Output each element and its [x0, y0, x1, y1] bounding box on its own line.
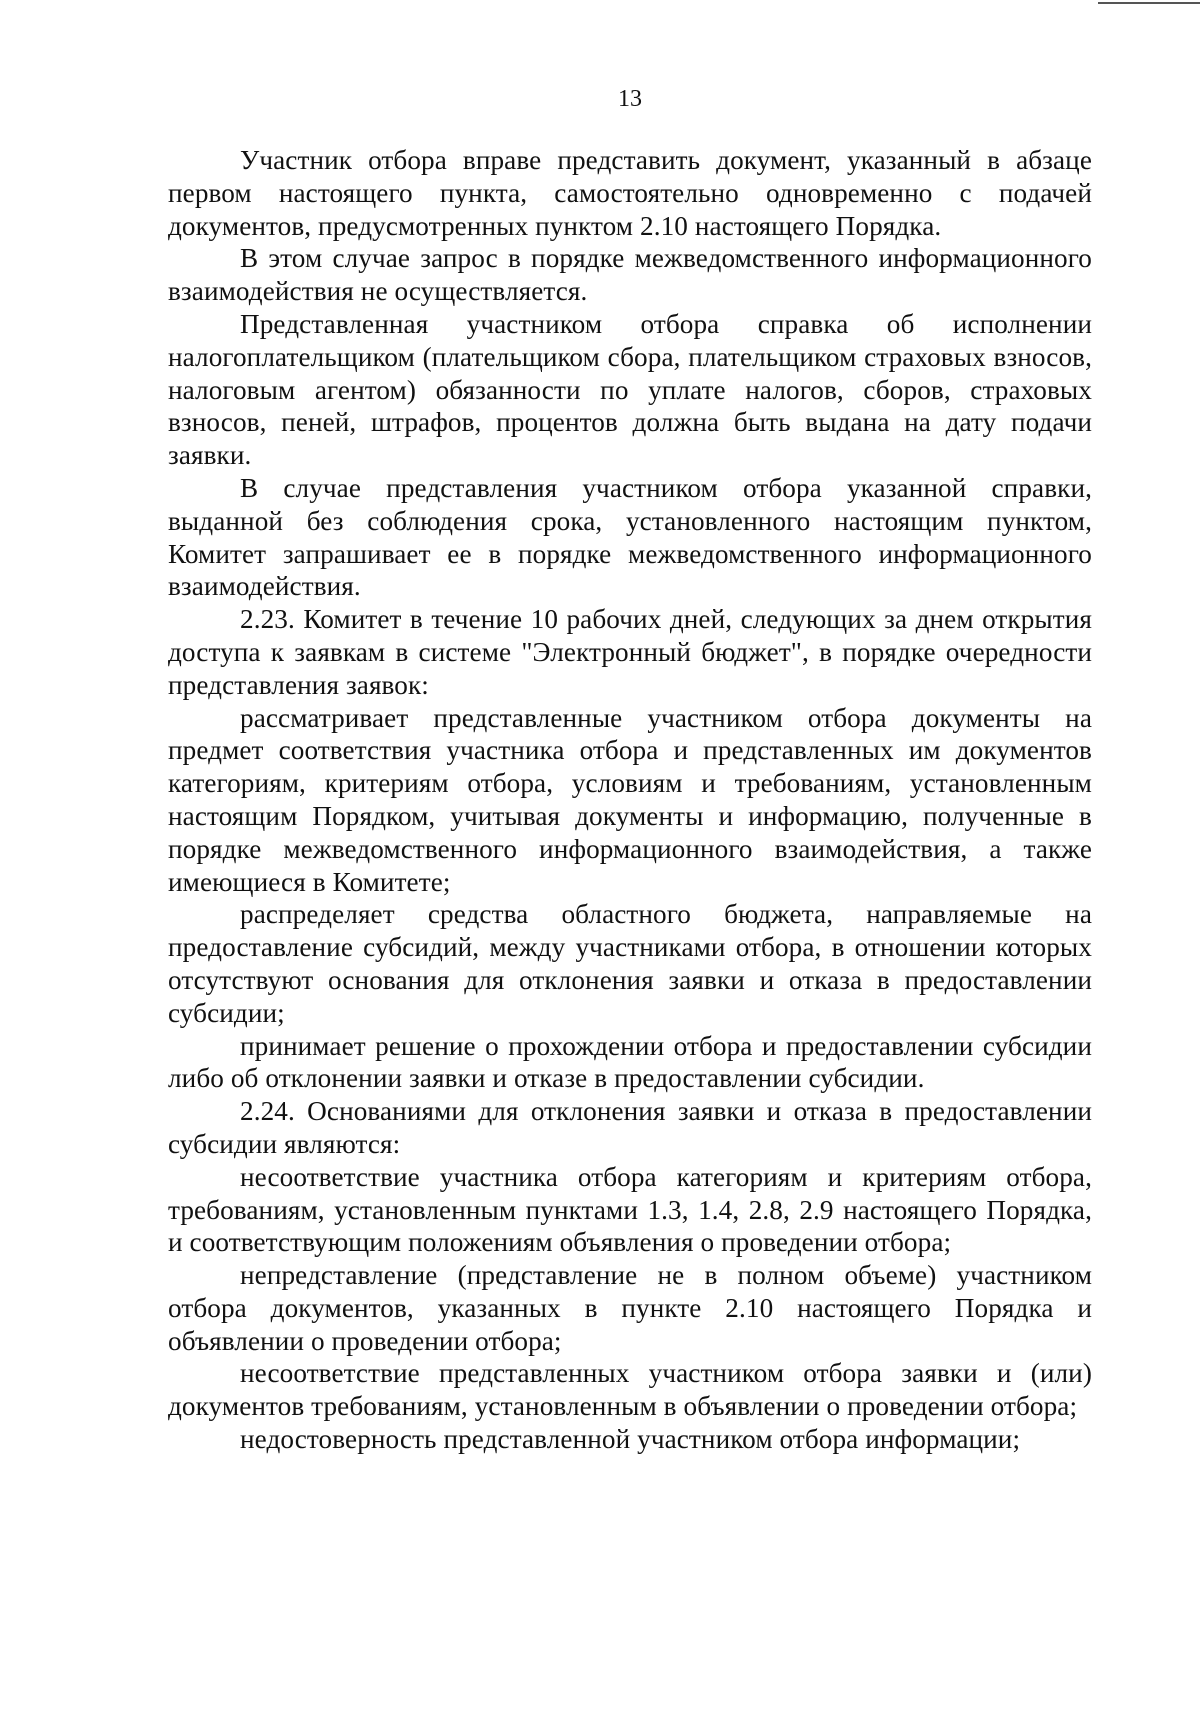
paragraph-makes-decision: принимает решение о прохождении отбора и предоставлении субсидии либо об отклонении заявки и отказе в предоставлении субсидии.: [168, 1030, 1092, 1094]
paragraph-tax-certificate: Представленная участником отбора справка об исполнении налогоплательщиком (плательщиком сбора, плательщиком страховых взносов, налоговым агентом) обязанности по уплате налогов, сборов, страховых взносов, пеней, штрафов, процентов должна быть выдана на дату подачи заявки.: [168, 308, 1092, 471]
paragraph-distributes-funds: распределяет средства областного бюджета, направляемые на предоставление субсидий, между участниками отбора, в отношении которых отсутствуют основания для отклонения заявки и отказа в предоставлении субсидии;: [168, 899, 1092, 1028]
paragraph-2-24: 2.24. Основаниями для отклонения заявки и отказа в предоставлении субсидии являются:: [168, 1096, 1092, 1159]
paragraph-no-request: В этом случае запрос в порядке межведомственного информационного взаимодействия не осуществляется.: [168, 243, 1092, 307]
document-body: [168, 144, 1092, 1456]
paragraph-inaccurate-info: недостоверность представленной участником отбора информации;: [240, 1424, 1021, 1455]
page-number: 13: [618, 86, 642, 112]
paragraph-2-23: 2.23. Комитет в течение 10 рабочих дней, следующих за днем открытия доступа к заявкам в системе "Электронный бюджет", в порядке очередности представления заявок:: [168, 604, 1092, 700]
paragraph-reviews-documents: рассматривает представленные участником отбора документы на предмет соответствия участника отбора и представленных им документов категориям, критериям отбора, условиям и требованиям, установленным настоящим Порядком, учитывая документы и информацию, полученные в порядке межведомственного информационного взаимодействия, а также имеющиеся в Комитете;: [168, 702, 1092, 897]
paragraph-certificate-deadline: В случае представления участником отбора указанной справки, выданной без соблюдения срока, установленного настоящим пунктом, Комитет запрашивает ее в порядке межведомственного информационного взаимодействия.: [168, 472, 1092, 602]
paragraph-submit-document: Участник отбора вправе представить документ, указанный в абзаце первом настоящего пункта, самостоятельно одновременно с подачей документов, предусмотренных пунктом 2.10 настоящего Порядка.: [168, 145, 1092, 241]
paragraph-requirements-mismatch: несоответствие представленных участником отбора заявки и (или) документов требованиям, установленным в объявлении о проведении отбора;: [168, 1358, 1092, 1422]
scan-edge-mark: [1098, 2, 1200, 4]
paragraph-nonsubmission: непредставление (представление не в полном объеме) участником отбора документов, указанных в пункте 2.10 настоящего Порядка и объявлении о проведении отбора;: [168, 1260, 1092, 1356]
paragraph-noncompliance: несоответствие участника отбора категориям и критериям отбора, требованиям, установленным пунктами 1.3, 1.4, 2.8, 2.9 настоящего Порядка, и соответствующим положениям объявления о проведении отбора;: [168, 1161, 1092, 1258]
